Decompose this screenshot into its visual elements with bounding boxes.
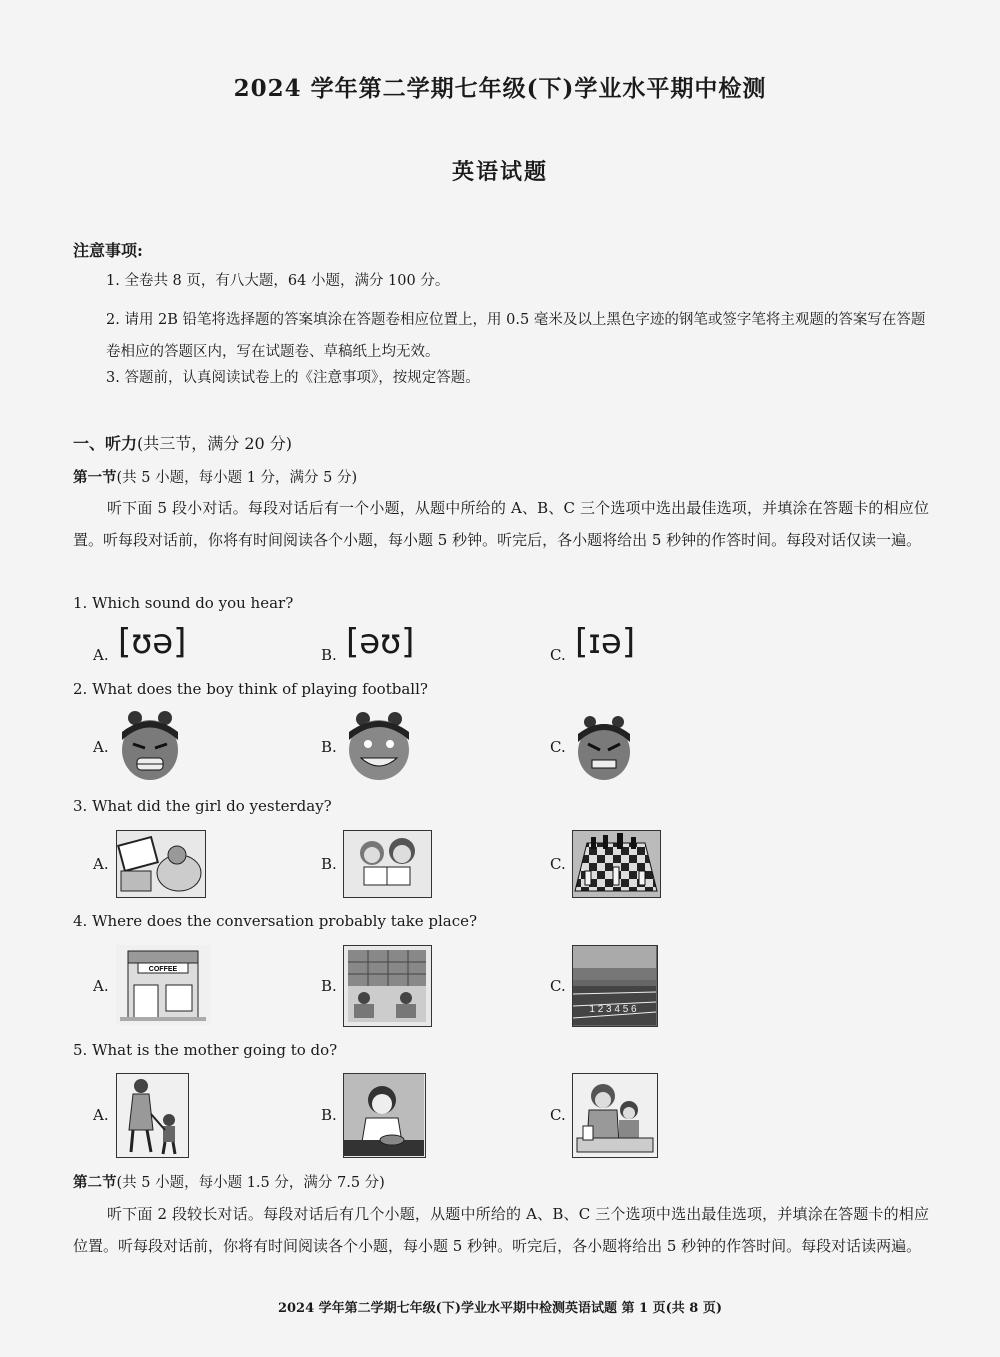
reading-together-image xyxy=(343,830,432,898)
coffee-shop-image xyxy=(116,945,211,1025)
q1-option-a-label: A. xyxy=(93,646,109,664)
section-heading xyxy=(73,431,292,454)
q1-option-b-phonetic: [əʊ] xyxy=(346,622,415,662)
q2-option-a-label: A. xyxy=(93,738,109,756)
watching-tv-image xyxy=(116,830,206,898)
q3-option-a-label: A. xyxy=(93,855,109,873)
part1-heading xyxy=(73,466,357,487)
q1-option-c-phonetic: [ɪə] xyxy=(575,622,636,662)
q4-option-a-label: A. xyxy=(93,977,109,995)
question-4: 4. Where does the conversation probably take place? xyxy=(73,912,478,930)
q5-option-c-label: C. xyxy=(550,1106,566,1124)
walking-with-child-image xyxy=(116,1073,189,1158)
section-title: 一、听力 xyxy=(73,434,138,453)
part2-instructions: 听下面 2 段较长对话。每段对话后有几个小题，从题中所给的 A、B、C 三个选项中选出最佳选项，并填涂在答题卡的相应位置。听每段对话前，你将有时间阅读各个小题，每小题 5 秒钟。听完后，各小题将给出 5 秒钟的作答时间。每段对话读两遍。 xyxy=(73,1205,929,1255)
crying-face-image xyxy=(115,710,185,782)
q4-option-b-label: B. xyxy=(321,977,337,995)
cooking-image xyxy=(343,1073,426,1158)
q1-option-b-label: B. xyxy=(321,646,337,664)
part2-heading xyxy=(73,1171,385,1192)
page-footer: 2024 学年第二学期七年级(下)学业水平期中检测英语试题 第 1 页(共 8 页) xyxy=(277,1301,723,1316)
notice-item-3: 3. 答题前，认真阅读试卷上的《注意事项》，按规定答题。 xyxy=(106,370,480,386)
notice-item-1: 1. 全卷共 8 页，有八大题，64 小题，满分 100 分。 xyxy=(106,273,450,289)
q4-option-c-label: C. xyxy=(550,977,566,995)
q1-option-c-label: C. xyxy=(550,646,566,664)
question-1: 1. Which sound do you hear? xyxy=(73,594,294,612)
part2-title: 第二节 xyxy=(73,1174,117,1191)
coffee-sign-text: COFFEE xyxy=(148,966,178,973)
running-track-image xyxy=(572,945,658,1027)
page-title: 2024 学年第二学期七年级(下)学业水平期中检测 xyxy=(233,75,767,102)
question-3: 3. What did the girl do yesterday? xyxy=(73,797,332,815)
library-image xyxy=(343,945,432,1027)
grinning-face-image xyxy=(343,710,415,782)
q5-option-b-label: B. xyxy=(321,1106,337,1124)
q1-option-a-phonetic: [ʊə] xyxy=(118,622,187,662)
notice-heading: 注意事项: xyxy=(73,241,143,260)
q3-option-b-label: B. xyxy=(321,855,337,873)
part1-note: (共 5 小题，每小题 1 分，满分 5 分) xyxy=(116,470,358,486)
q2-option-c-label: C. xyxy=(550,738,566,756)
part1-title: 第一节 xyxy=(73,469,117,486)
notice-item-2: 2. 请用 2B 铅笔将选择题的答案填涂在答题卷相应位置上，用 0.5 毫米及以上黑色字迹的钢笔或签字笔将主观题的答案写在答题卷相应的答题区内，写在试题卷、草稿纸上均无效。 xyxy=(106,312,926,360)
q2-option-b-label: B. xyxy=(321,738,337,756)
question-5: 5. What is the mother going to do? xyxy=(73,1041,338,1059)
q5-option-a-label: A. xyxy=(93,1106,109,1124)
page-subtitle: 英语试题 xyxy=(451,159,548,185)
part1-instructions: 听下面 5 段小对话。每段对话后有一个小题，从题中所给的 A、B、C 三个选项中选出最佳选项，并填涂在答题卡的相应位置。听每段对话前，你将有时间阅读各个小题，每小题 5 秒钟。听完后，各小题将给出 5 秒钟的作答时间。每段对话仅读一遍。 xyxy=(73,499,929,549)
part2-note: (共 5 小题，每小题 1.5 分，满分 7.5 分) xyxy=(116,1175,385,1191)
helping-homework-image xyxy=(572,1073,658,1158)
section-title-note: (共三节，满分 20 分) xyxy=(137,434,293,453)
question-2: 2. What does the boy think of playing football? xyxy=(73,680,428,698)
q3-option-c-label: C. xyxy=(550,855,566,873)
track-lane-numbers: 1 2 3 4 5 6 xyxy=(589,1004,637,1015)
angry-face-image xyxy=(572,714,636,782)
chess-board-image xyxy=(572,830,661,898)
